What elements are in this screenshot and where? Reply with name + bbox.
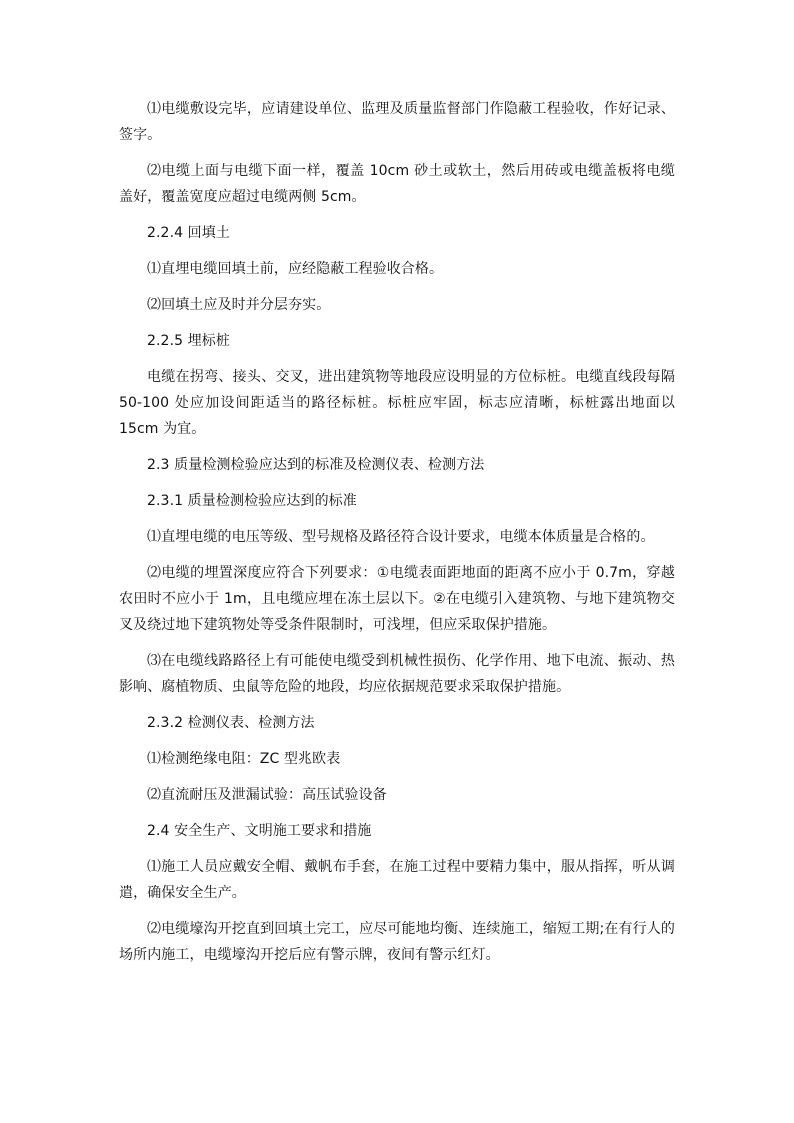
paragraph-marker-stakes: 电缆在拐弯、接头、交叉，进出建筑物等地段应设明显的方位标桩。电缆直线段每隔 50-100 处应加设间距适当的路径标桩。标桩应牢固，标志应清晰，标桩露出地面以 15cm 为宜。: [119, 369, 675, 437]
heading-quality-standards: 2.3.1 质量检测检验应达到的标准: [147, 493, 357, 509]
heading-marker-stakes: 2.2.5 埋标桩: [147, 333, 230, 349]
heading-backfill: 2.2.4 回填土: [147, 225, 230, 241]
document-body: [119, 96, 675, 968]
paragraph-cable-covering: ⑵电缆上面与电缆下面一样，覆盖 10cm 砂土或软土，然后用砖或电缆盖板将电缆盖好，覆盖宽度应超过电缆两侧 5cm。: [119, 163, 675, 205]
paragraph-backfill-compaction: ⑵回填土应及时并分层夯实。: [147, 297, 331, 313]
heading-safety-requirements: 2.4 安全生产、文明施工要求和措施: [147, 823, 372, 839]
heading-instruments-methods: 2.3.2 检测仪表、检测方法: [147, 715, 315, 731]
paragraph-trench-safety: ⑵电缆壕沟开挖直到回填土完工，应尽可能地均衡、连续施工，缩短工期;在有行人的场所内施工，电缆壕沟开挖后应有警示牌，夜间有警示红灯。: [119, 921, 675, 963]
paragraph-backfill-acceptance: ⑴直埋电缆回填土前，应经隐蔽工程验收合格。: [147, 261, 444, 277]
paragraph-dc-withstand-test: ⑵直流耐压及泄漏试验：高压试验设备: [147, 787, 387, 803]
paragraph-concealed-works-acceptance: ⑴电缆敷设完毕，应请建设单位、监理及质量监督部门作隐蔽工程验收，作好记录、签字。: [119, 101, 675, 143]
paragraph-cable-specs: ⑴直埋电缆的电压等级、型号规格及路径符合设计要求，电缆本体质量是合格的。: [147, 529, 655, 545]
paragraph-worker-safety: ⑴施工人员应戴安全帽、戴帆布手套，在施工过程中要精力集中，服从指挥，听从调遣，确保安全生产。: [119, 859, 675, 901]
paragraph-insulation-test: ⑴检测绝缘电阻：ZC 型兆欧表: [147, 751, 341, 767]
heading-quality-inspection: 2.3 质量检测检验应达到的标准及检测仪表、检测方法: [147, 457, 485, 473]
paragraph-protection-measures: ⑶在电缆线路路径上有可能使电缆受到机械性损伤、化学作用、地下电流、振动、热影响、腐植物质、虫鼠等危险的地段，均应依据规范要求采取保护措施。: [119, 653, 675, 695]
paragraph-burial-depth: ⑵电缆的埋置深度应符合下列要求：①电缆表面距地面的距离不应小于 0.7m，穿越农田时不应小于 1m，且电缆应埋在冻土层以下。②在电缆引入建筑物、与地下建筑物交叉及绕过地下建筑物处等受条件限制时，可浅埋，但应采取保护措施。: [119, 565, 675, 633]
